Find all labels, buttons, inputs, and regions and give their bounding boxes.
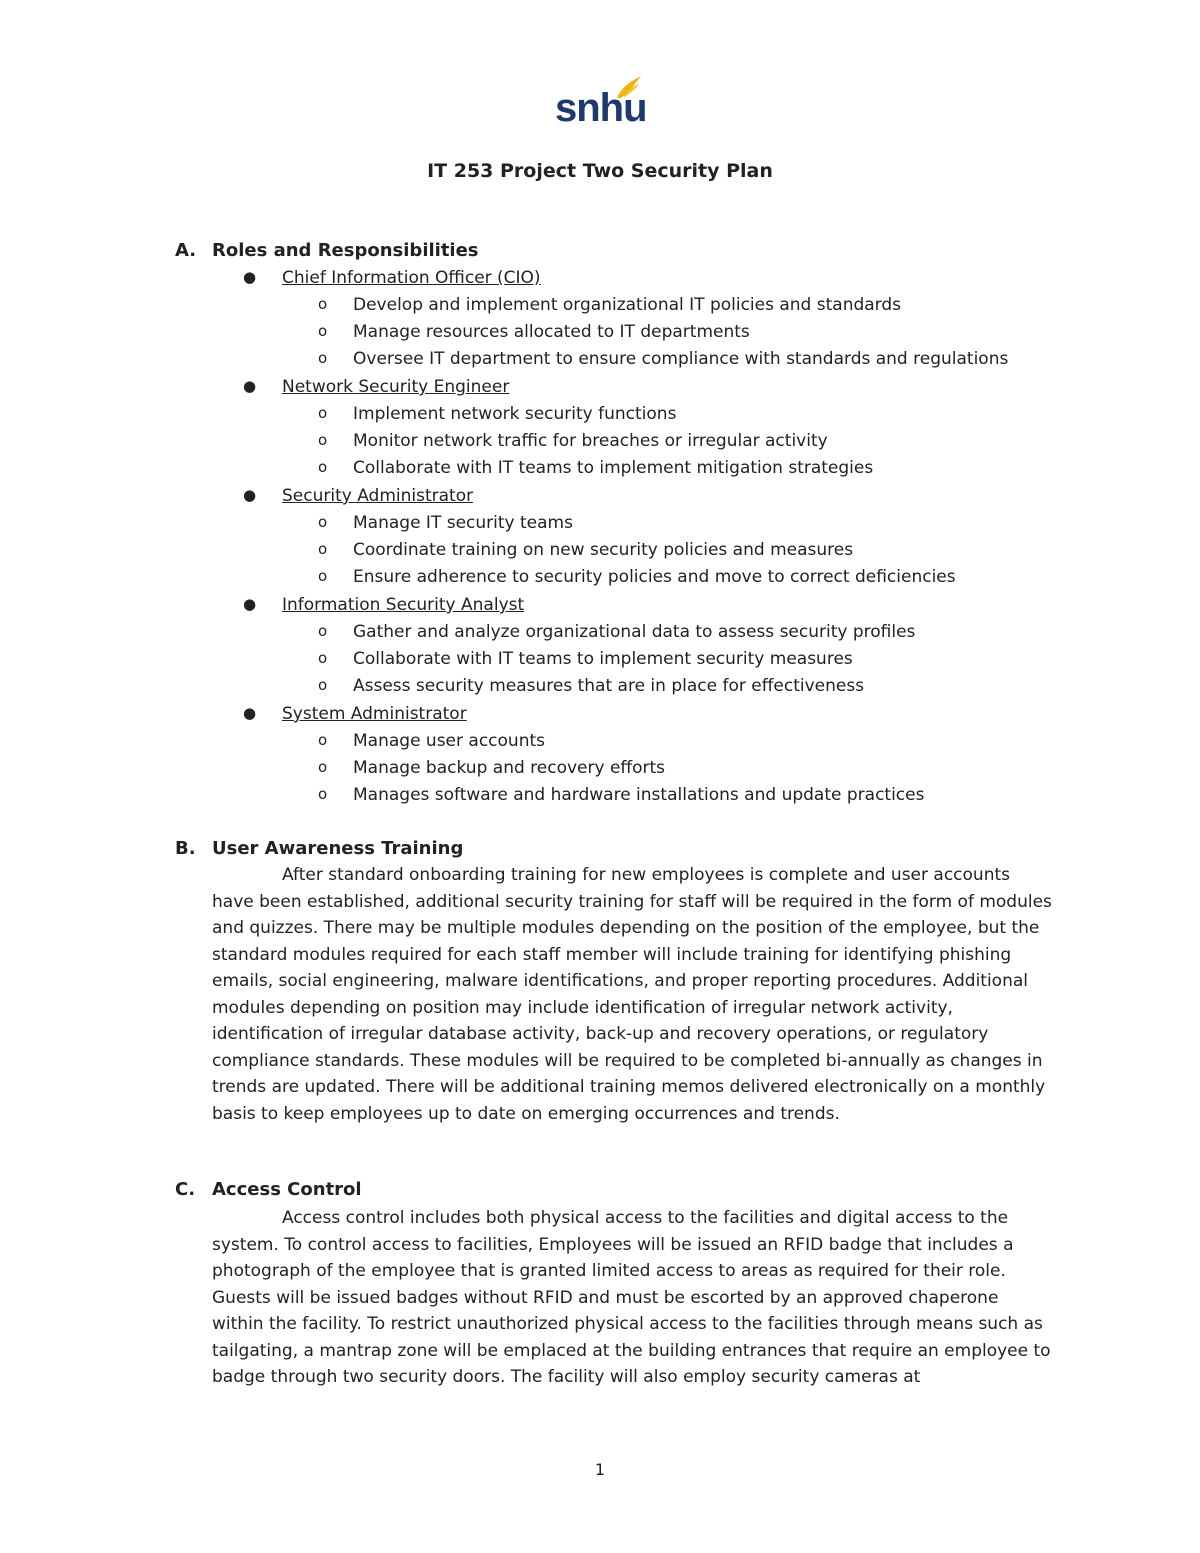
sub-bullet-icon: o [318, 676, 328, 694]
sub-bullet-icon: o [318, 513, 328, 531]
bullet-icon: ● [243, 486, 257, 504]
sub-bullet-icon: o [318, 322, 328, 340]
page-number: 1 [594, 1460, 606, 1479]
logo-text: snhu [555, 86, 647, 130]
sub-bullet-icon: o [318, 349, 328, 367]
role-name: Information Security Analyst [282, 595, 525, 615]
sub-bullet-icon: o [318, 731, 328, 749]
sub-bullet-icon: o [318, 785, 328, 803]
section-letter: B. [175, 838, 196, 859]
sub-bullet-icon: o [318, 431, 328, 449]
bullet-icon: ● [243, 268, 257, 286]
role-name: Network Security Engineer [282, 377, 510, 397]
sub-bullet-icon: o [318, 458, 328, 476]
bullet-icon: ● [243, 595, 257, 613]
role-name: Chief Information Officer (CIO) [282, 268, 541, 288]
role-name: Security Administrator [282, 486, 474, 506]
bullet-icon: ● [243, 704, 257, 722]
sub-bullet-icon: o [318, 295, 328, 313]
section-title: User Awareness Training [212, 838, 464, 859]
training-paragraph: After standard onboarding training for new employees is complete and user accounts have been established, additional security training for staff will be required in the form of modules and quizzes. There may be multiple modules depending on the position of the employee, but the standard modules required for each staff member will include training for identifying phishing emails, social engineering, malware identifications, and proper reporting procedures. Additional modules depending on position may include identification of irregular network activity, identification of irregular database activity, back-up and recovery operations, or regulatory compliance standards. These modules will be required to be completed bi-annually as changes in trends are updated. There will be additional training memos delivered electronically on a monthly basis to keep employees up to date on emerging occurrences and trends. [212, 865, 1052, 1124]
section-title: Roles and Responsibilities [212, 240, 479, 261]
sub-bullet-icon: o [318, 622, 328, 640]
role-name: System Administrator [282, 704, 467, 724]
sub-bullet-icon: o [318, 404, 328, 422]
document-title: IT 253 Project Two Security Plan [427, 160, 773, 182]
section-heading-c [175, 1179, 362, 1200]
bullet-icon: ● [243, 377, 257, 395]
sub-bullet-icon: o [318, 758, 328, 776]
section-letter: A. [175, 240, 197, 261]
sub-bullet-icon: o [318, 540, 328, 558]
section-title: Access Control [212, 1179, 362, 1200]
sub-bullet-icon: o [318, 649, 328, 667]
snhu-logo [555, 74, 645, 134]
access-control-paragraph: Access control includes both physical access to the facilities and digital access to the system. To control access to facilities, Employees will be issued an RFID badge that includes a photograph of the employee that is granted limited access to areas as required for their role. Guests will be issued badges without RFID and must be escorted by an approved chaperone within the facility. To restrict unauthorized physical access to the facilities through means such as tailgating, a mantrap zone will be emplaced at the building entrances that require an employee to badge through two security doors. The facility will also employ security cameras at [212, 1208, 1051, 1387]
section-heading-a [175, 240, 479, 261]
sub-bullet-icon: o [318, 567, 328, 585]
section-heading-b [175, 838, 463, 859]
section-letter: C. [175, 1179, 196, 1200]
